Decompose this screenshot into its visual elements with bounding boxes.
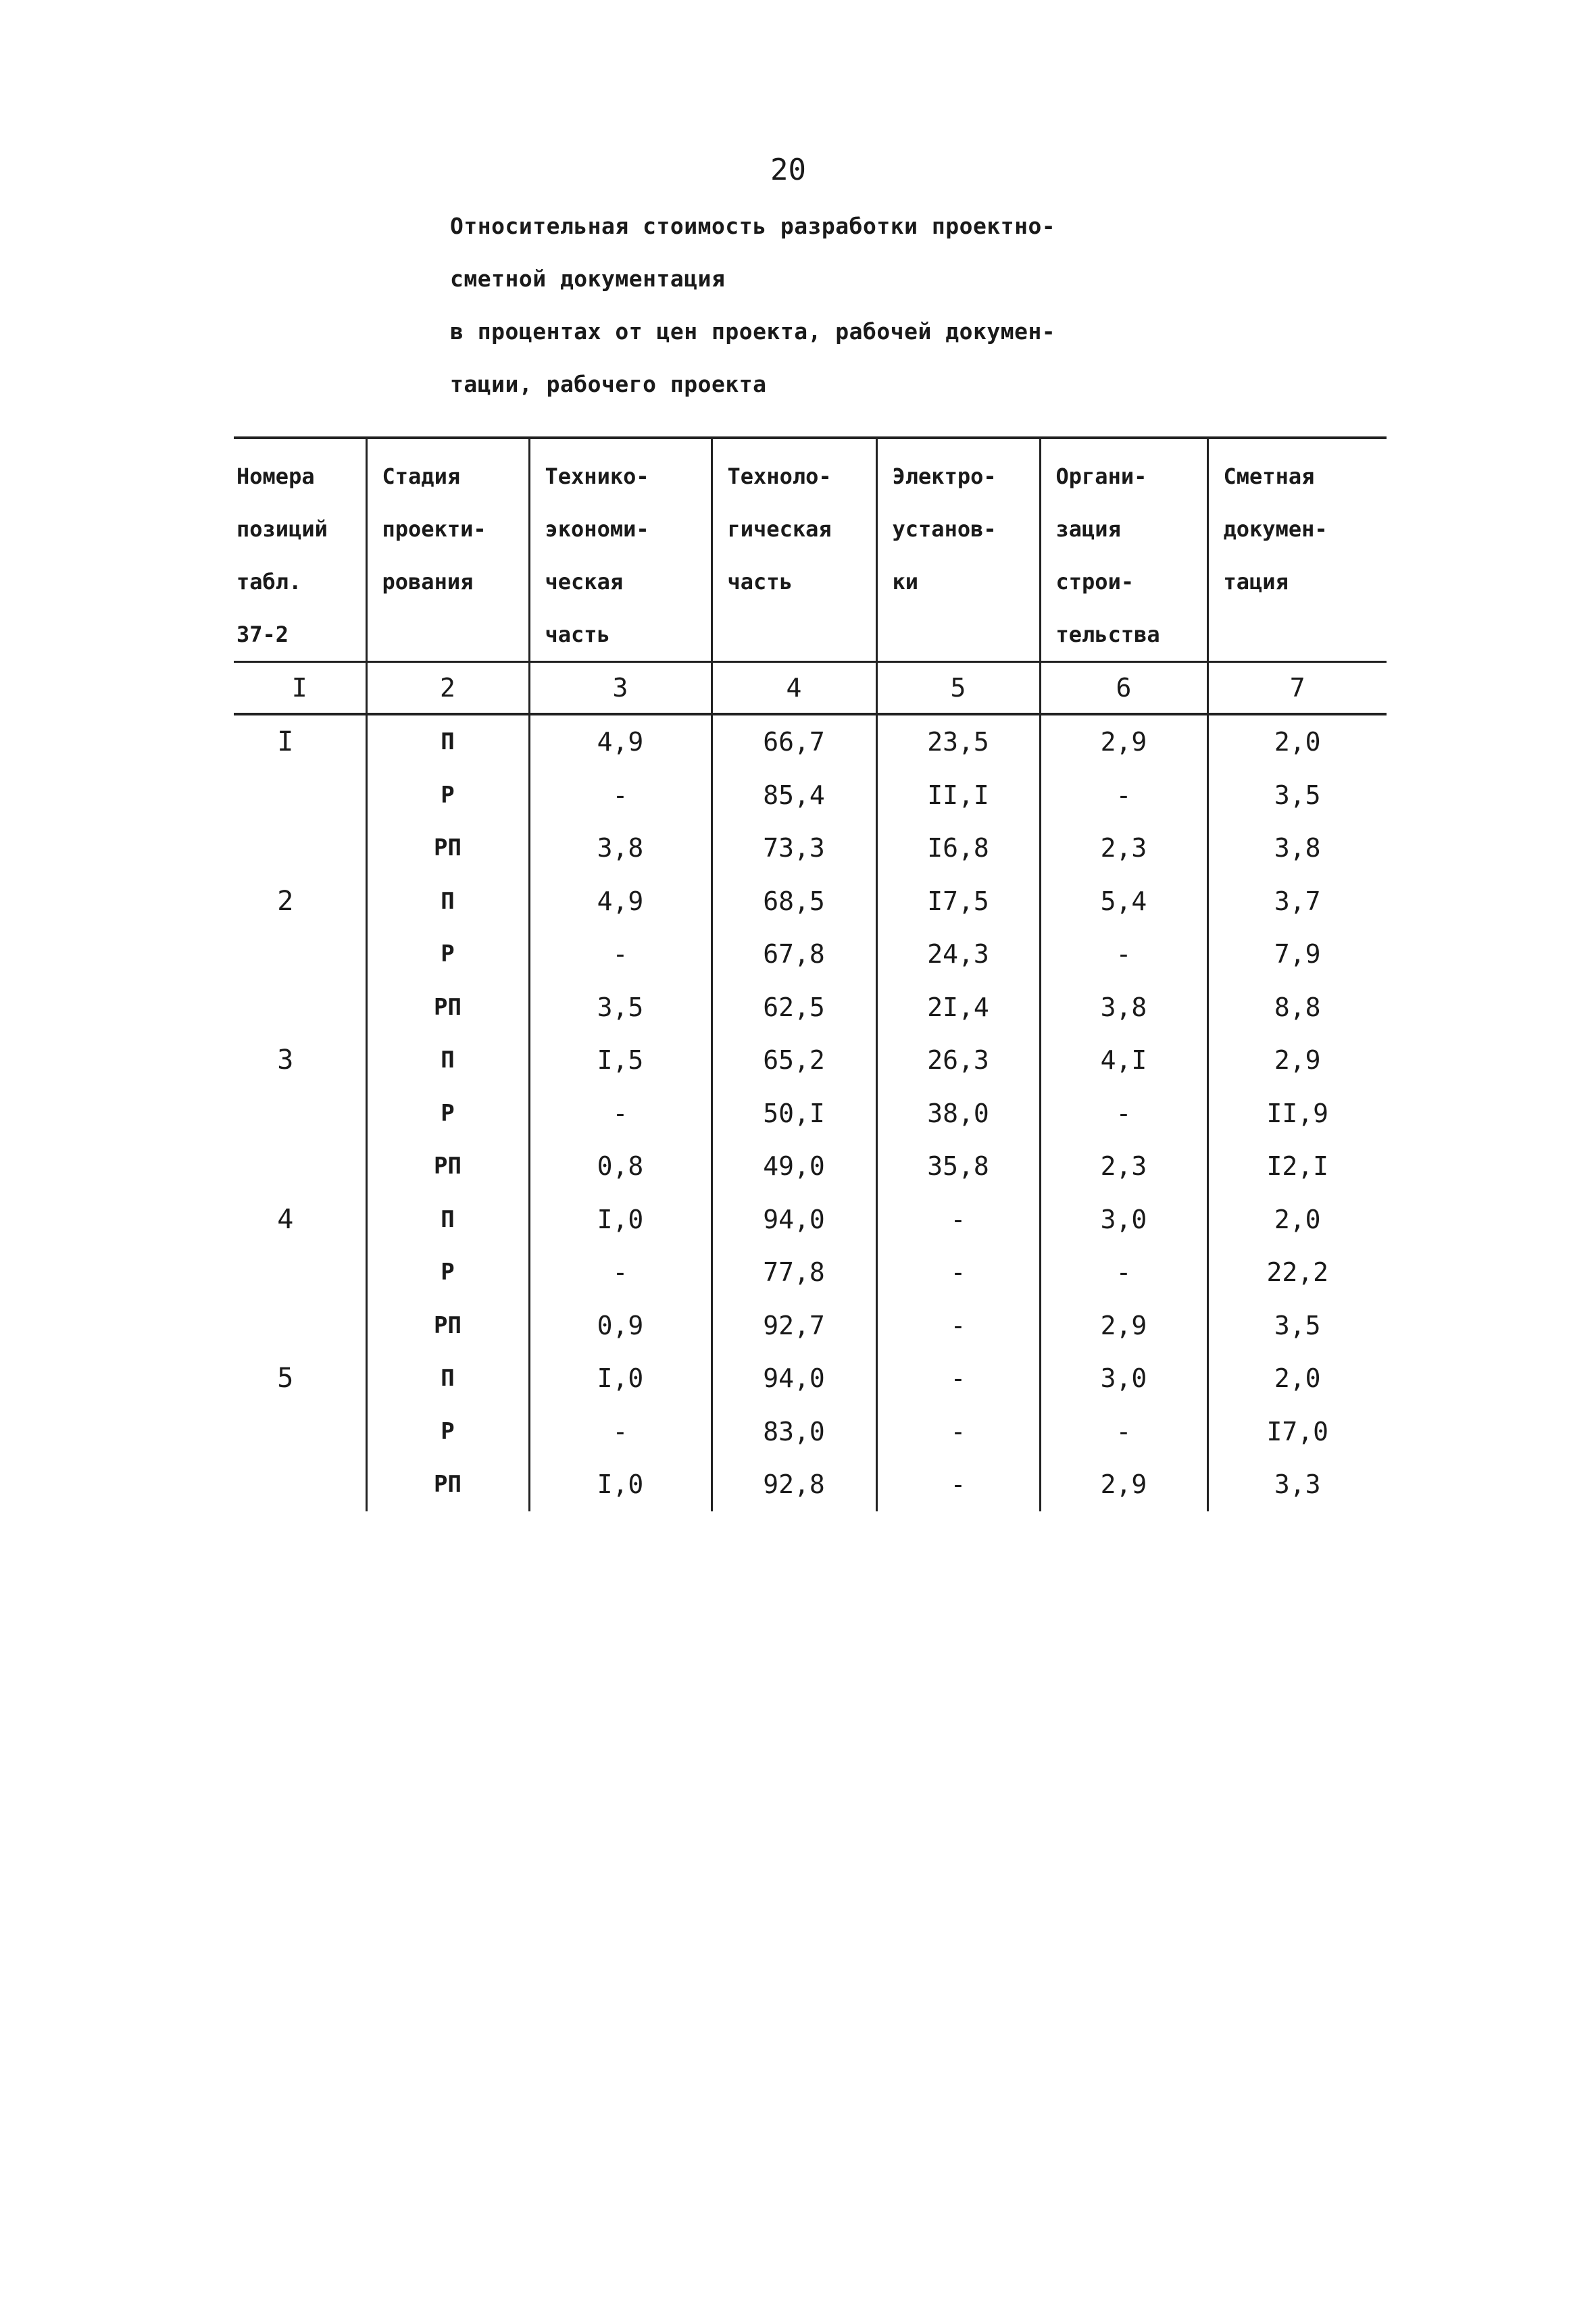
percent-cell: 68,5 (712, 875, 876, 928)
stage-cell: РП (366, 1458, 529, 1511)
position-number-cell (234, 769, 366, 822)
percent-cell: II,9 (1207, 1087, 1387, 1140)
position-number-cell (234, 928, 366, 981)
percent-cell: 85,4 (712, 769, 876, 822)
percent-cell: 2,9 (1040, 714, 1207, 769)
stage-cell: РП (366, 822, 529, 875)
percent-cell: 2,3 (1040, 1140, 1207, 1193)
percent-cell: - (876, 1352, 1040, 1405)
percent-cell: 2,0 (1207, 1352, 1387, 1405)
position-number-cell: I (277, 726, 294, 758)
table-row (234, 928, 1387, 981)
stage-cell: Р (366, 1405, 529, 1459)
percent-cell: 3,0 (1040, 1193, 1207, 1247)
percent-cell: - (1040, 1087, 1207, 1140)
percent-cell: 26,3 (876, 1034, 1040, 1087)
percent-cell: 2,9 (1207, 1034, 1387, 1087)
header-electrical-installations: Электро- установ- ки (876, 438, 1040, 662)
table-row (234, 769, 1387, 822)
percent-cell: - (529, 928, 712, 981)
percent-cell: 8,8 (1207, 981, 1387, 1034)
percent-cell: 2,9 (1040, 1299, 1207, 1353)
stage-cell: П (366, 875, 529, 928)
column-number: 2 (366, 662, 529, 715)
stage-cell: РП (366, 1140, 529, 1193)
header-estimate-documentation: Сметная докумен- тация (1207, 438, 1387, 662)
caption-line: в процентах от цен проекта, рабочей докумен- (450, 318, 1056, 345)
percent-cell: 3,8 (1207, 822, 1387, 875)
table-caption (450, 200, 1295, 411)
percent-cell: 65,2 (712, 1034, 876, 1087)
table-row (234, 1193, 1387, 1247)
percent-cell: I,0 (529, 1352, 712, 1405)
percent-cell: 66,7 (712, 714, 876, 769)
position-number-cell (234, 1140, 366, 1193)
position-number-cell: 2 (277, 885, 294, 917)
percent-cell: 4,9 (529, 875, 712, 928)
percent-cell: - (876, 1193, 1040, 1247)
position-number-cell (234, 1246, 366, 1299)
stage-cell: Р (366, 928, 529, 981)
table-row (234, 1087, 1387, 1140)
table-row (234, 1140, 1387, 1193)
percent-cell: - (876, 1458, 1040, 1511)
percent-cell: 2I,4 (876, 981, 1040, 1034)
table-row (234, 1405, 1387, 1459)
percent-cell: I7,5 (876, 875, 1040, 928)
percent-cell: 3,3 (1207, 1458, 1387, 1511)
table-header-row (234, 438, 1387, 662)
percent-cell: 2,0 (1207, 714, 1387, 769)
position-number-cell (234, 822, 366, 875)
stage-cell: РП (366, 981, 529, 1034)
header-construction-organization: Органи- зация строи- тельства (1040, 438, 1207, 662)
percent-cell: II,I (876, 769, 1040, 822)
percent-cell: I,0 (529, 1458, 712, 1511)
percent-cell: 49,0 (712, 1140, 876, 1193)
percent-cell: - (529, 1405, 712, 1459)
percent-cell: 3,8 (1040, 981, 1207, 1034)
percent-cell: - (1040, 1246, 1207, 1299)
percent-cell: - (1040, 769, 1207, 822)
stage-cell: РП (366, 1299, 529, 1353)
percent-cell: 3,7 (1207, 875, 1387, 928)
stage-cell: Р (366, 1087, 529, 1140)
percent-cell: 67,8 (712, 928, 876, 981)
page-number: 20 (770, 153, 806, 187)
percent-cell: 4,9 (529, 714, 712, 769)
position-number-cell (234, 981, 366, 1034)
table-row (234, 981, 1387, 1034)
table-row (234, 714, 1387, 769)
percent-cell: 2,9 (1040, 1458, 1207, 1511)
percent-cell: 3,8 (529, 822, 712, 875)
stage-cell: П (366, 1193, 529, 1247)
column-number: 7 (1207, 662, 1387, 715)
column-number-row (234, 662, 1387, 715)
percent-cell: - (529, 1246, 712, 1299)
percent-cell: 3,5 (1207, 769, 1387, 822)
table-row (234, 1352, 1387, 1405)
percent-cell: 5,4 (1040, 875, 1207, 928)
table-row (234, 822, 1387, 875)
column-number: 4 (712, 662, 876, 715)
percent-cell: 24,3 (876, 928, 1040, 981)
position-number-cell (234, 1458, 366, 1511)
column-number: 6 (1040, 662, 1207, 715)
percent-cell: 2,0 (1207, 1193, 1387, 1247)
header-design-stage: Стадия проекти- рования (366, 438, 529, 662)
percent-cell: - (876, 1405, 1040, 1459)
cost-table (234, 436, 1387, 1511)
position-number-cell: 4 (277, 1203, 294, 1235)
position-number-cell (234, 1405, 366, 1459)
stage-cell: Р (366, 1246, 529, 1299)
header-positions: Номера позиций табл. 37-2 (234, 438, 366, 662)
position-number-cell (234, 1299, 366, 1353)
caption-line: тации, рабочего проекта (450, 371, 767, 397)
percent-cell: - (529, 769, 712, 822)
percent-cell: 92,8 (712, 1458, 876, 1511)
percent-cell: 22,2 (1207, 1246, 1387, 1299)
percent-cell: I6,8 (876, 822, 1040, 875)
percent-cell: 3,0 (1040, 1352, 1207, 1405)
position-number-cell (234, 1087, 366, 1140)
percent-cell: 7,9 (1207, 928, 1387, 981)
caption-line: сметной документация (450, 266, 726, 292)
percent-cell: - (529, 1087, 712, 1140)
percent-cell: 3,5 (529, 981, 712, 1034)
percent-cell: I,0 (529, 1193, 712, 1247)
table-row (234, 1299, 1387, 1353)
percent-cell: I2,I (1207, 1140, 1387, 1193)
percent-cell: I,5 (529, 1034, 712, 1087)
percent-cell: 77,8 (712, 1246, 876, 1299)
stage-cell: П (366, 714, 529, 769)
percent-cell: 0,8 (529, 1140, 712, 1193)
header-technical-economic-part: Технико- экономи- ческая часть (529, 438, 712, 662)
caption-line: Относительная стоимость разработки проектно- (450, 213, 1056, 239)
position-number-cell: 3 (277, 1045, 294, 1076)
table-row (234, 1034, 1387, 1087)
column-number: I (234, 662, 366, 715)
table-row (234, 1246, 1387, 1299)
percent-cell: 23,5 (876, 714, 1040, 769)
table-row (234, 1458, 1387, 1511)
percent-cell: I7,0 (1207, 1405, 1387, 1459)
percent-cell: - (876, 1246, 1040, 1299)
percent-cell: 83,0 (712, 1405, 876, 1459)
stage-cell: Р (366, 769, 529, 822)
percent-cell: 2,3 (1040, 822, 1207, 875)
percent-cell: 3,5 (1207, 1299, 1387, 1353)
stage-cell: П (366, 1352, 529, 1405)
percent-cell: 35,8 (876, 1140, 1040, 1193)
header-technological-part: Техноло- гическая часть (712, 438, 876, 662)
percent-cell: - (876, 1299, 1040, 1353)
column-number: 3 (529, 662, 712, 715)
percent-cell: - (1040, 1405, 1207, 1459)
relative-cost-table (234, 436, 1387, 1511)
percent-cell: 50,I (712, 1087, 876, 1140)
column-number: 5 (876, 662, 1040, 715)
percent-cell: 38,0 (876, 1087, 1040, 1140)
percent-cell: 92,7 (712, 1299, 876, 1353)
position-number-cell: 5 (277, 1363, 294, 1394)
percent-cell: 62,5 (712, 981, 876, 1034)
percent-cell: 94,0 (712, 1193, 876, 1247)
percent-cell: 94,0 (712, 1352, 876, 1405)
percent-cell: 0,9 (529, 1299, 712, 1353)
percent-cell: - (1040, 928, 1207, 981)
stage-cell: П (366, 1034, 529, 1087)
table-body (234, 714, 1387, 1511)
percent-cell: 4,I (1040, 1034, 1207, 1087)
percent-cell: 73,3 (712, 822, 876, 875)
table-row (234, 875, 1387, 928)
